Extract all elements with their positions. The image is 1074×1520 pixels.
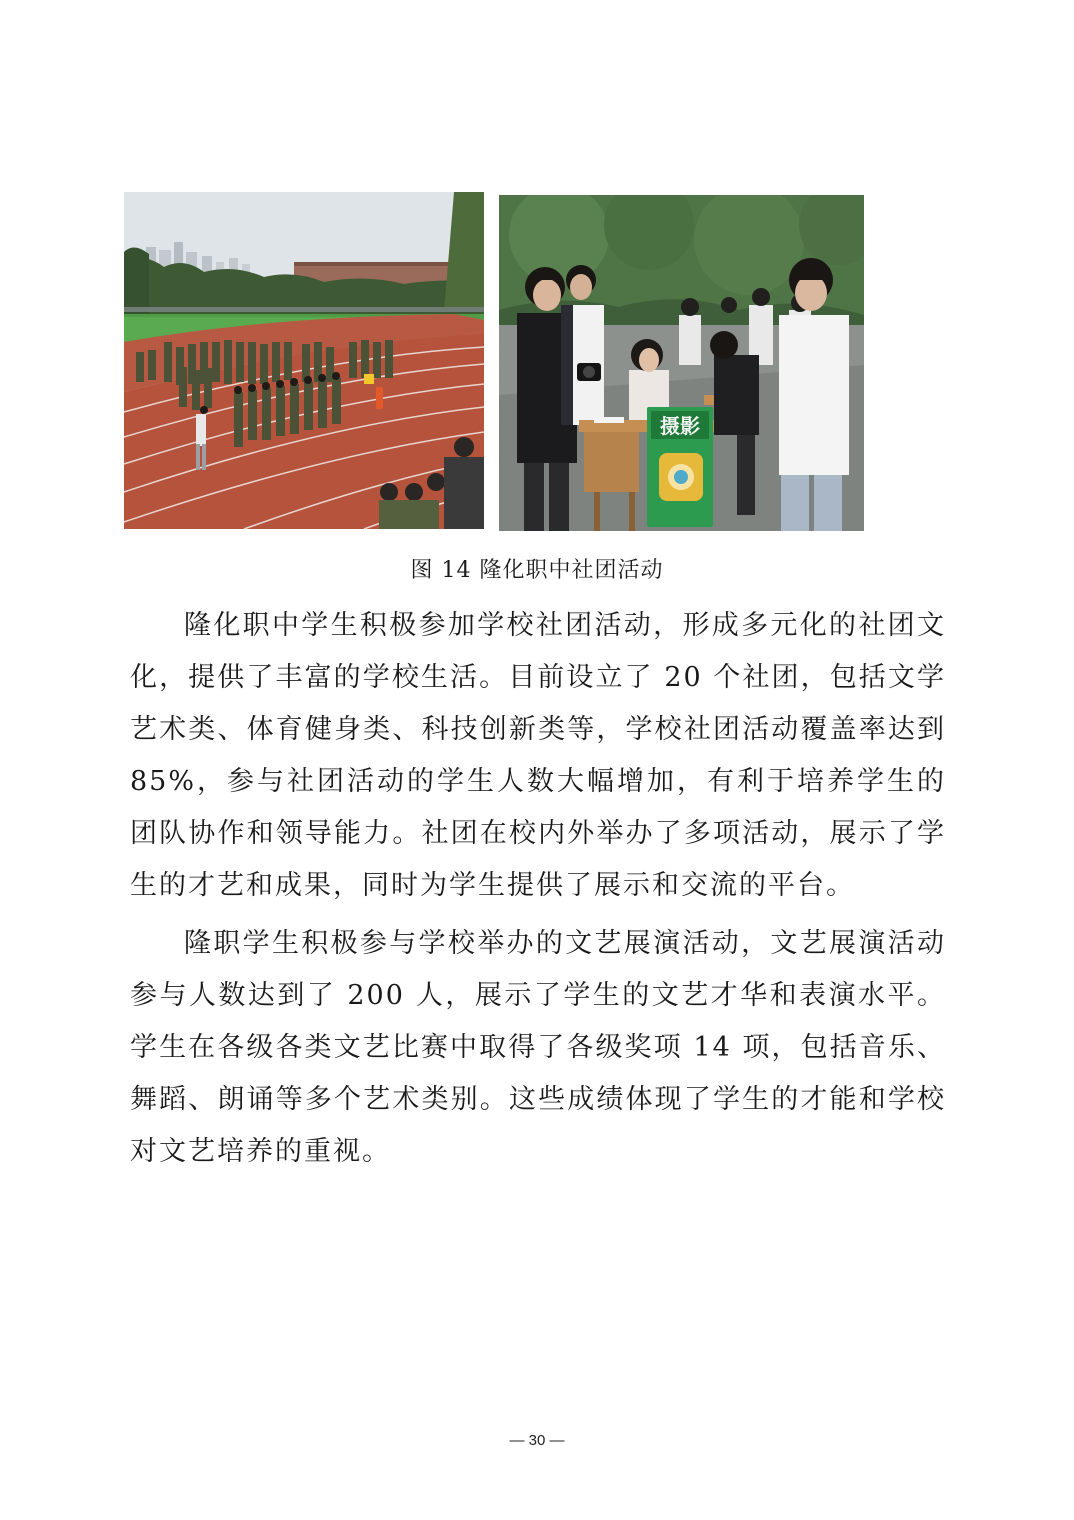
page-number: — 30 — [509, 1432, 565, 1449]
booth-sign-text: 摄影 [660, 414, 700, 438]
figure-caption: 图 14 隆化职中社团活动 [410, 558, 664, 583]
body-text [130, 600, 946, 1178]
sports-field-activity-photo [124, 192, 484, 529]
paragraph-clubs: 隆化职中学生积极参加学校社团活动，形成多元化的社团文化，提供了丰富的学校生活。目前设立了 20 个社团，包括文学艺术类、体育健身类、科技创新类等，学校社团活动覆盖率达到 85%，参与社团活动的学生人数大幅增加，有利于培养学生的团队协作和领导能力。社团在校内外举办了多项活动，展示了学生的才艺和成果，同时为学生提供了展示和交流的平台。 [130, 610, 946, 901]
paragraph-arts-performance: 隆职学生积极参与学校举办的文艺展演活动，文艺展演活动参与人数达到了 200 人，展示了学生的文艺才华和表演水平。学生在各级各类文艺比赛中取得了各级奖项 14 项，包括音乐、舞蹈、朗诵等多个艺术类别。这些成绩体现了学生的才能和学校对文艺培养的重视。 [130, 928, 946, 1167]
photography-club-booth-photo [499, 195, 864, 531]
